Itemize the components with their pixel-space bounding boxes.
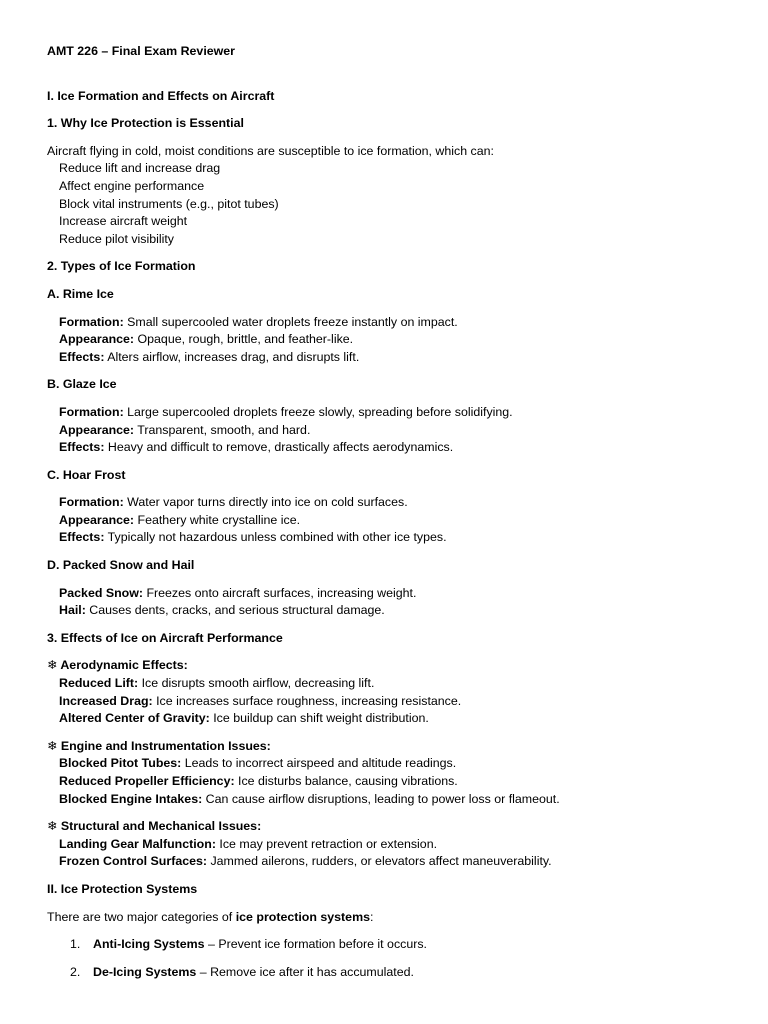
list-item: Formation: Large supercooled droplets freeze slowly, spreading before solidifying. bbox=[59, 404, 513, 419]
effects-heading: ❄ Aerodynamic Effects: bbox=[47, 658, 188, 673]
section-heading: II. Ice Protection Systems bbox=[47, 881, 198, 896]
list-item: Packed Snow: Freezes onto aircraft surfaces, increasing weight. bbox=[59, 585, 417, 600]
list-item: Reduced Propeller Efficiency: Ice disturbs balance, causing vibrations. bbox=[59, 774, 458, 788]
list-item: Effects: Heavy and difficult to remove, drastically affects aerodynamics. bbox=[59, 440, 454, 455]
doc-title: AMT 226 – Final Exam Reviewer bbox=[47, 44, 236, 58]
effects-heading: ❄ Engine and Instrumentation Issues: bbox=[47, 738, 271, 753]
subsection-heading: 2. Types of Ice Formation bbox=[47, 259, 196, 274]
structural-mechanical-block bbox=[47, 818, 748, 871]
intro-paragraph: Aircraft flying in cold, moist conditions are susceptible to ice formation, which can: bbox=[47, 143, 494, 158]
ice-type-heading: A. Rime Ice bbox=[47, 286, 114, 301]
list-number: 2. bbox=[70, 964, 81, 979]
list-item: Frozen Control Surfaces: Jammed ailerons, rudders, or elevators affect maneuverability. bbox=[59, 854, 552, 869]
list-item: Reduce pilot visibility bbox=[59, 231, 175, 246]
aerodynamic-effects-block bbox=[47, 657, 748, 727]
rime-ice-block bbox=[47, 314, 748, 367]
list-item: Increase aircraft weight bbox=[59, 214, 188, 229]
ice-type-heading: C. Hoar Frost bbox=[47, 467, 126, 482]
glaze-ice-block bbox=[47, 404, 748, 457]
list-item: Effects: Typically not hazardous unless combined with other ice types. bbox=[59, 530, 447, 545]
effects-heading: ❄ Structural and Mechanical Issues: bbox=[47, 819, 262, 834]
list-item: Reduce lift and increase drag bbox=[59, 161, 221, 176]
document-page bbox=[47, 43, 748, 991]
engine-instrumentation-block bbox=[47, 738, 748, 808]
numbered-list-item: 2. De-Icing Systems – Remove ice after it has accumulated. bbox=[47, 964, 748, 982]
section-heading: I. Ice Formation and Effects on Aircraft bbox=[47, 88, 275, 103]
numbered-list-item: 1. Anti-Icing Systems – Prevent ice formation before it occurs. bbox=[47, 936, 748, 954]
list-item: Blocked Pitot Tubes: Leads to incorrect airspeed and altitude readings. bbox=[59, 756, 457, 771]
intro-paragraph: There are two major categories of ice protection systems: bbox=[47, 909, 374, 924]
list-item: Hail: Causes dents, cracks, and serious structural damage. bbox=[59, 603, 385, 618]
list-item: Blocked Engine Intakes: Can cause airflow disruptions, leading to power loss or flameout. bbox=[59, 791, 560, 806]
list-item: Landing Gear Malfunction: Ice may prevent retraction or extension. bbox=[59, 836, 438, 851]
subsection-heading: 1. Why Ice Protection is Essential bbox=[47, 116, 244, 131]
ice-type-heading: B. Glaze Ice bbox=[47, 377, 117, 392]
list-item: Increased Drag: Ice increases surface roughness, increasing resistance. bbox=[59, 693, 462, 708]
list-item: Formation: Small supercooled water droplets freeze instantly on impact. bbox=[59, 314, 458, 329]
list-item: Appearance: Transparent, smooth, and hard. bbox=[59, 422, 311, 437]
list-item: Formation: Water vapor turns directly into ice on cold surfaces. bbox=[59, 495, 408, 510]
list-item: Affect engine performance bbox=[59, 178, 205, 193]
why-ice-protection-block bbox=[47, 143, 748, 249]
ice-type-heading: D. Packed Snow and Hail bbox=[47, 558, 195, 573]
list-item: Appearance: Opaque, rough, brittle, and feather-like. bbox=[59, 332, 354, 347]
list-number: 1. bbox=[70, 937, 81, 952]
list-item: Reduced Lift: Ice disrupts smooth airflow, decreasing lift. bbox=[59, 676, 375, 691]
subsection-heading: 3. Effects of Ice on Aircraft Performance bbox=[47, 630, 283, 645]
list-item: Block vital instruments (e.g., pitot tubes) bbox=[59, 196, 279, 211]
list-item: Appearance: Feathery white crystalline ice. bbox=[59, 512, 301, 527]
hoar-frost-block bbox=[47, 494, 748, 547]
list-item: Effects: Alters airflow, increases drag, and disrupts lift. bbox=[59, 349, 360, 364]
list-item: Altered Center of Gravity: Ice buildup can shift weight distribution. bbox=[59, 711, 429, 726]
packed-snow-hail-block bbox=[47, 585, 748, 620]
